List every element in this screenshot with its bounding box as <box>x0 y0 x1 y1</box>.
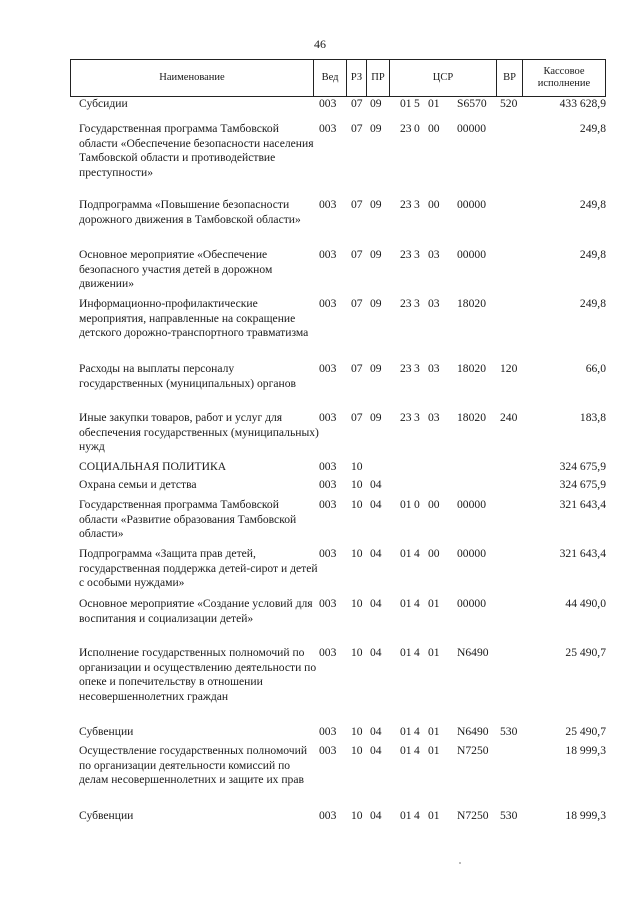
row-csr1: 01 <box>400 97 412 110</box>
row-csr2: 0 <box>414 122 420 135</box>
row-pr: 04 <box>370 478 382 491</box>
row-name: Государственная программа Тамбовской области «Развитие образования Тамбовской области» <box>79 498 297 541</box>
row-csr4: N7250 <box>457 809 489 822</box>
row-amount: 25 490,7 <box>565 646 606 659</box>
row-pr: 09 <box>370 411 382 424</box>
row-amount: 249,8 <box>579 122 606 135</box>
row-csr1: 23 <box>400 122 412 135</box>
row-csr4: N6490 <box>457 725 489 738</box>
row-rz: 07 <box>351 362 363 375</box>
row-rz: 10 <box>351 725 363 738</box>
row-amount: 44 490,0 <box>565 597 606 610</box>
row-ved: 003 <box>319 198 337 211</box>
column-header-amount-line1: Кассовое <box>543 66 585 77</box>
row-ved: 003 <box>319 809 337 822</box>
row-csr3: 03 <box>428 297 440 310</box>
row-amount: 249,8 <box>579 297 606 310</box>
row-csr3: 01 <box>428 725 440 738</box>
row-name: СОЦИАЛЬНАЯ ПОЛИТИКА <box>79 460 227 473</box>
row-rz: 07 <box>351 97 363 110</box>
row-csr3: 01 <box>428 646 440 659</box>
row-csr3: 01 <box>428 597 440 610</box>
row-csr3: 01 <box>428 744 440 757</box>
row-rz: 10 <box>351 744 363 757</box>
row-csr3: 01 <box>428 809 440 822</box>
row-csr4: 00000 <box>457 122 486 135</box>
row-ved: 003 <box>319 411 337 424</box>
row-csr3: 03 <box>428 411 440 424</box>
row-name: Расходы на выплаты персоналу государственных (муниципальных) органов <box>79 362 296 390</box>
row-csr4: 00000 <box>457 498 486 511</box>
row-pr: 09 <box>370 248 382 261</box>
table-header <box>70 59 606 97</box>
row-pr: 09 <box>370 97 382 110</box>
row-amount: 66,0 <box>585 362 606 375</box>
row-rz: 10 <box>351 478 363 491</box>
row-rz: 07 <box>351 248 363 261</box>
row-ved: 003 <box>319 646 337 659</box>
row-csr3: 00 <box>428 547 440 560</box>
row-name: Исполнение государственных полномочий по организации и осуществлению деятельности по опеке и попечительству в отношении несовершеннолетних граждан <box>79 646 317 703</box>
row-ved: 003 <box>319 460 337 473</box>
row-name: Основное мероприятие «Создание условий для воспитания и социализации детей» <box>79 597 313 625</box>
row-name: Иные закупки товаров, работ и услуг для обеспечения государственных (муниципальных) нужд <box>79 411 319 454</box>
row-ved: 003 <box>319 547 337 560</box>
row-csr1: 01 <box>400 725 412 738</box>
row-csr2: 4 <box>414 725 420 738</box>
row-name: Охрана семьи и детства <box>79 478 197 491</box>
column-header-amount <box>522 60 605 96</box>
row-csr3: 01 <box>428 97 440 110</box>
row-csr4: 18020 <box>457 297 486 310</box>
row-rz: 10 <box>351 646 363 659</box>
row-amount: 18 999,3 <box>565 809 606 822</box>
row-rz: 07 <box>351 297 363 310</box>
row-pr: 04 <box>370 744 382 757</box>
row-amount: 433 628,9 <box>559 97 606 110</box>
row-csr1: 01 <box>400 809 412 822</box>
row-name: Субвенции <box>79 725 134 738</box>
row-rz: 07 <box>351 198 363 211</box>
row-csr4: S6570 <box>457 97 487 110</box>
row-csr2: 4 <box>414 547 420 560</box>
row-ved: 003 <box>319 297 337 310</box>
row-csr4: 00000 <box>457 198 486 211</box>
row-csr2: 3 <box>414 362 420 375</box>
row-csr2: 3 <box>414 198 420 211</box>
row-amount: 321 643,4 <box>559 498 606 511</box>
row-csr1: 23 <box>400 411 412 424</box>
row-amount: 321 643,4 <box>559 547 606 560</box>
row-pr: 09 <box>370 362 382 375</box>
column-header-amount-line2: исполнение <box>537 78 591 89</box>
row-name: Субсидии <box>79 97 128 110</box>
row-amount: 25 490,7 <box>565 725 606 738</box>
row-csr3: 00 <box>428 122 440 135</box>
row-ved: 003 <box>319 362 337 375</box>
row-ved: 003 <box>319 248 337 261</box>
row-ved: 003 <box>319 744 337 757</box>
row-csr3: 00 <box>428 498 440 511</box>
row-csr2: 4 <box>414 809 420 822</box>
row-ved: 003 <box>319 725 337 738</box>
row-csr1: 01 <box>400 597 412 610</box>
row-pr: 09 <box>370 198 382 211</box>
row-csr2: 4 <box>414 744 420 757</box>
row-csr2: 3 <box>414 297 420 310</box>
row-csr2: 0 <box>414 498 420 511</box>
row-pr: 04 <box>370 597 382 610</box>
row-pr: 04 <box>370 547 382 560</box>
row-csr1: 01 <box>400 498 412 511</box>
row-csr1: 23 <box>400 362 412 375</box>
row-name: Подпрограмма «Защита прав детей, государственная поддержка детей-сирот и детей с особыми нуждами» <box>79 547 318 590</box>
row-amount: 183,8 <box>579 411 606 424</box>
row-rz: 07 <box>351 122 363 135</box>
row-amount: 249,8 <box>579 248 606 261</box>
page-number: 46 <box>314 37 326 51</box>
row-name: Осуществление государственных полномочий по организации деятельности комиссий по делам несовершеннолетних и защите их прав <box>79 744 308 787</box>
row-pr: 04 <box>370 725 382 738</box>
row-csr3: 03 <box>428 362 440 375</box>
row-rz: 10 <box>351 460 363 473</box>
row-csr4: N6490 <box>457 646 489 659</box>
row-pr: 04 <box>370 809 382 822</box>
row-csr2: 4 <box>414 646 420 659</box>
row-csr3: 00 <box>428 198 440 211</box>
row-amount: 324 675,9 <box>559 460 606 473</box>
row-vr: 120 <box>500 362 518 375</box>
row-csr4: 00000 <box>457 597 486 610</box>
row-vr: 530 <box>500 809 518 822</box>
row-pr: 04 <box>370 498 382 511</box>
column-header-csr: ЦСР <box>389 60 496 96</box>
row-name: Субвенции <box>79 809 134 822</box>
row-csr1: 23 <box>400 297 412 310</box>
row-name: Подпрограмма «Повышение безопасности дорожного движения в Тамбовской области» <box>79 198 301 226</box>
row-rz: 10 <box>351 547 363 560</box>
row-csr1: 01 <box>400 744 412 757</box>
row-name: Информационно-профилактические мероприятия, направленные на сокращение детского дорожно-транспортного травматизма <box>79 297 309 340</box>
row-vr: 530 <box>500 725 518 738</box>
row-ved: 003 <box>319 498 337 511</box>
row-csr1: 23 <box>400 248 412 261</box>
column-header-vr: ВР <box>496 60 522 96</box>
column-header-ved: Вед <box>313 60 346 96</box>
scan-speck <box>459 862 461 864</box>
row-rz: 07 <box>351 411 363 424</box>
row-csr4: 18020 <box>457 362 486 375</box>
row-ved: 003 <box>319 97 337 110</box>
row-csr1: 01 <box>400 646 412 659</box>
row-ved: 003 <box>319 122 337 135</box>
column-header-name: Наименование <box>159 72 225 83</box>
column-header-rz: РЗ <box>346 60 366 96</box>
row-rz: 10 <box>351 809 363 822</box>
row-csr2: 5 <box>414 97 420 110</box>
row-csr3: 03 <box>428 248 440 261</box>
row-csr4: N7250 <box>457 744 489 757</box>
row-ved: 003 <box>319 597 337 610</box>
row-rz: 10 <box>351 597 363 610</box>
row-pr: 09 <box>370 297 382 310</box>
row-csr2: 3 <box>414 248 420 261</box>
row-pr: 09 <box>370 122 382 135</box>
row-csr4: 00000 <box>457 547 486 560</box>
row-pr: 04 <box>370 646 382 659</box>
row-csr2: 4 <box>414 597 420 610</box>
row-amount: 249,8 <box>579 198 606 211</box>
row-ved: 003 <box>319 478 337 491</box>
row-vr: 520 <box>500 97 518 110</box>
column-header-pr: ПР <box>366 60 389 96</box>
row-csr2: 3 <box>414 411 420 424</box>
row-csr1: 23 <box>400 198 412 211</box>
row-amount: 18 999,3 <box>565 744 606 757</box>
row-csr1: 01 <box>400 547 412 560</box>
row-name: Государственная программа Тамбовской области «Обеспечение безопасности населения Тамбовской области и противодействие преступности» <box>79 122 314 179</box>
row-name: Основное мероприятие «Обеспечение безопасного участия детей в дорожном движении» <box>79 248 273 291</box>
row-amount: 324 675,9 <box>559 478 606 491</box>
row-vr: 240 <box>500 411 518 424</box>
row-csr4: 00000 <box>457 248 486 261</box>
row-rz: 10 <box>351 498 363 511</box>
row-csr4: 18020 <box>457 411 486 424</box>
